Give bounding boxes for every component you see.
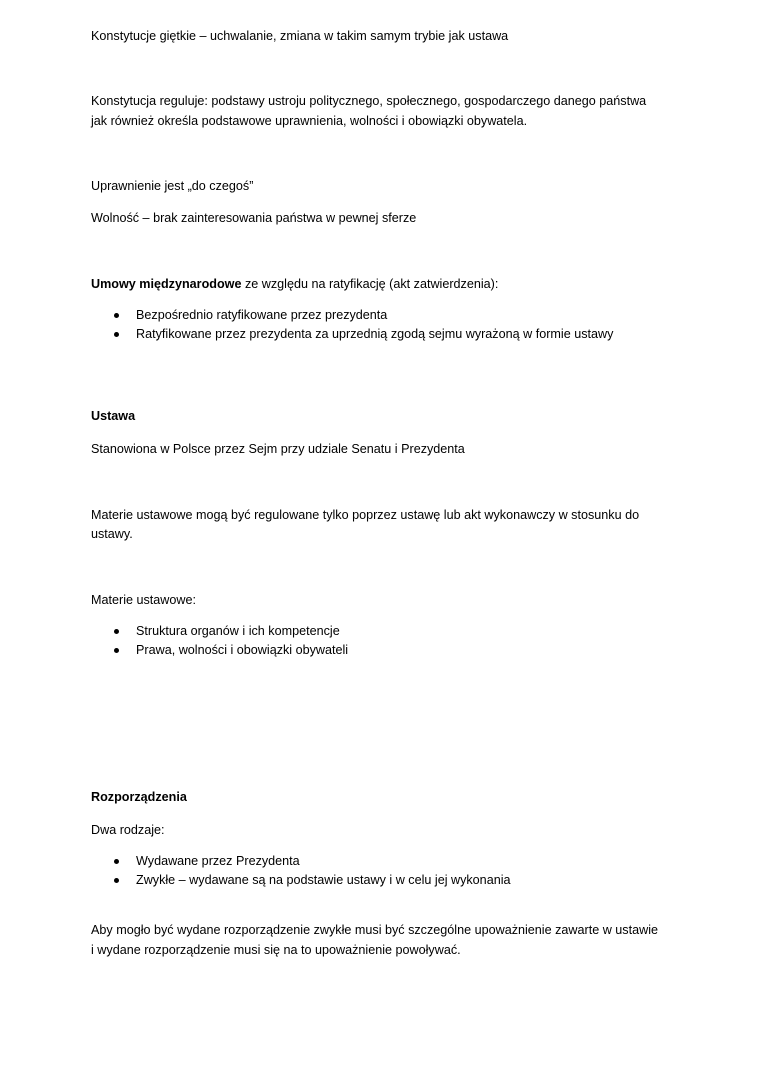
bold-term-international-agreements: Umowy międzynarodowe (91, 277, 242, 291)
paragraph-authorization-line2: i wydane rozporządzenie musi się na to upoważnienie powoływać. (91, 943, 461, 957)
paragraph-constitution-regulates-line2: jak również określa podstawowe uprawnienia, wolności i obowiązki obywatela. (91, 114, 528, 128)
paragraph-international-agreements (91, 274, 681, 294)
paragraph-authorization-line1: Aby mogło być wydane rozporządzenie zwykłe musi być szczególne upoważnienie zawarte w ustawie (91, 923, 658, 937)
heading-rozporzadzenia: Rozporządzenia (91, 790, 187, 804)
heading-ustawa: Ustawa (91, 409, 136, 423)
bullet-icon (114, 648, 119, 653)
bullet-icon (114, 629, 119, 634)
list-item (91, 306, 691, 325)
bullet-icon (114, 332, 119, 337)
statutory-matters-list (91, 622, 691, 660)
list-item (91, 641, 691, 660)
list-item-text: Wydawane przez Prezydenta (136, 854, 300, 868)
bullet-icon (114, 878, 119, 883)
list-item-text: Zwykłe – wydawane są na podstawie ustawy i w celu jej wykonania (136, 873, 511, 887)
list-item (91, 622, 691, 641)
list-item (91, 325, 691, 344)
paragraph-constitution-regulates-line1: Konstytucja reguluje: podstawy ustroju politycznego, społecznego, gospodarczego danego państwa (91, 94, 647, 108)
international-agreements-description: ze względu na ratyfikację (akt zatwierdzenia): (241, 277, 499, 291)
bullet-icon (114, 859, 119, 864)
paragraph-enacted-by-sejm: Stanowiona w Polsce przez Sejm przy udziale Senatu i Prezydenta (91, 442, 465, 456)
paragraph-statutory-matters-label: Materie ustawowe: (91, 593, 196, 607)
paragraph-freedom: Wolność – brak zainteresowania państwa w pewnej sferze (91, 211, 417, 225)
paragraph-statutory-matters-line1: Materie ustawowe mogą być regulowane tylko poprzez ustawę lub akt wykonawczy w stosunku do (91, 508, 640, 522)
list-item-text: Ratyfikowane przez prezydenta za uprzednią zgodą sejmu wyrażoną w formie ustawy (136, 327, 614, 341)
list-item-text: Struktura organów i ich kompetencje (136, 624, 340, 638)
list-item-text: Bezpośrednio ratyfikowane przez prezydenta (136, 308, 388, 322)
paragraph-flexible-constitutions: Konstytucje giętkie – uchwalanie, zmiana w takim samym trybie jak ustawa (91, 29, 509, 43)
list-item (91, 871, 691, 890)
paragraph-statutory-matters-line2: ustawy. (91, 527, 133, 541)
paragraph-two-types: Dwa rodzaje: (91, 823, 165, 837)
ratification-list (91, 306, 691, 344)
paragraph-entitlement: Uprawnienie jest „do czegoś” (91, 179, 254, 193)
regulation-types-list (91, 852, 691, 890)
bullet-icon (114, 313, 119, 318)
list-item (91, 852, 691, 871)
list-item-text: Prawa, wolności i obowiązki obywateli (136, 643, 349, 657)
